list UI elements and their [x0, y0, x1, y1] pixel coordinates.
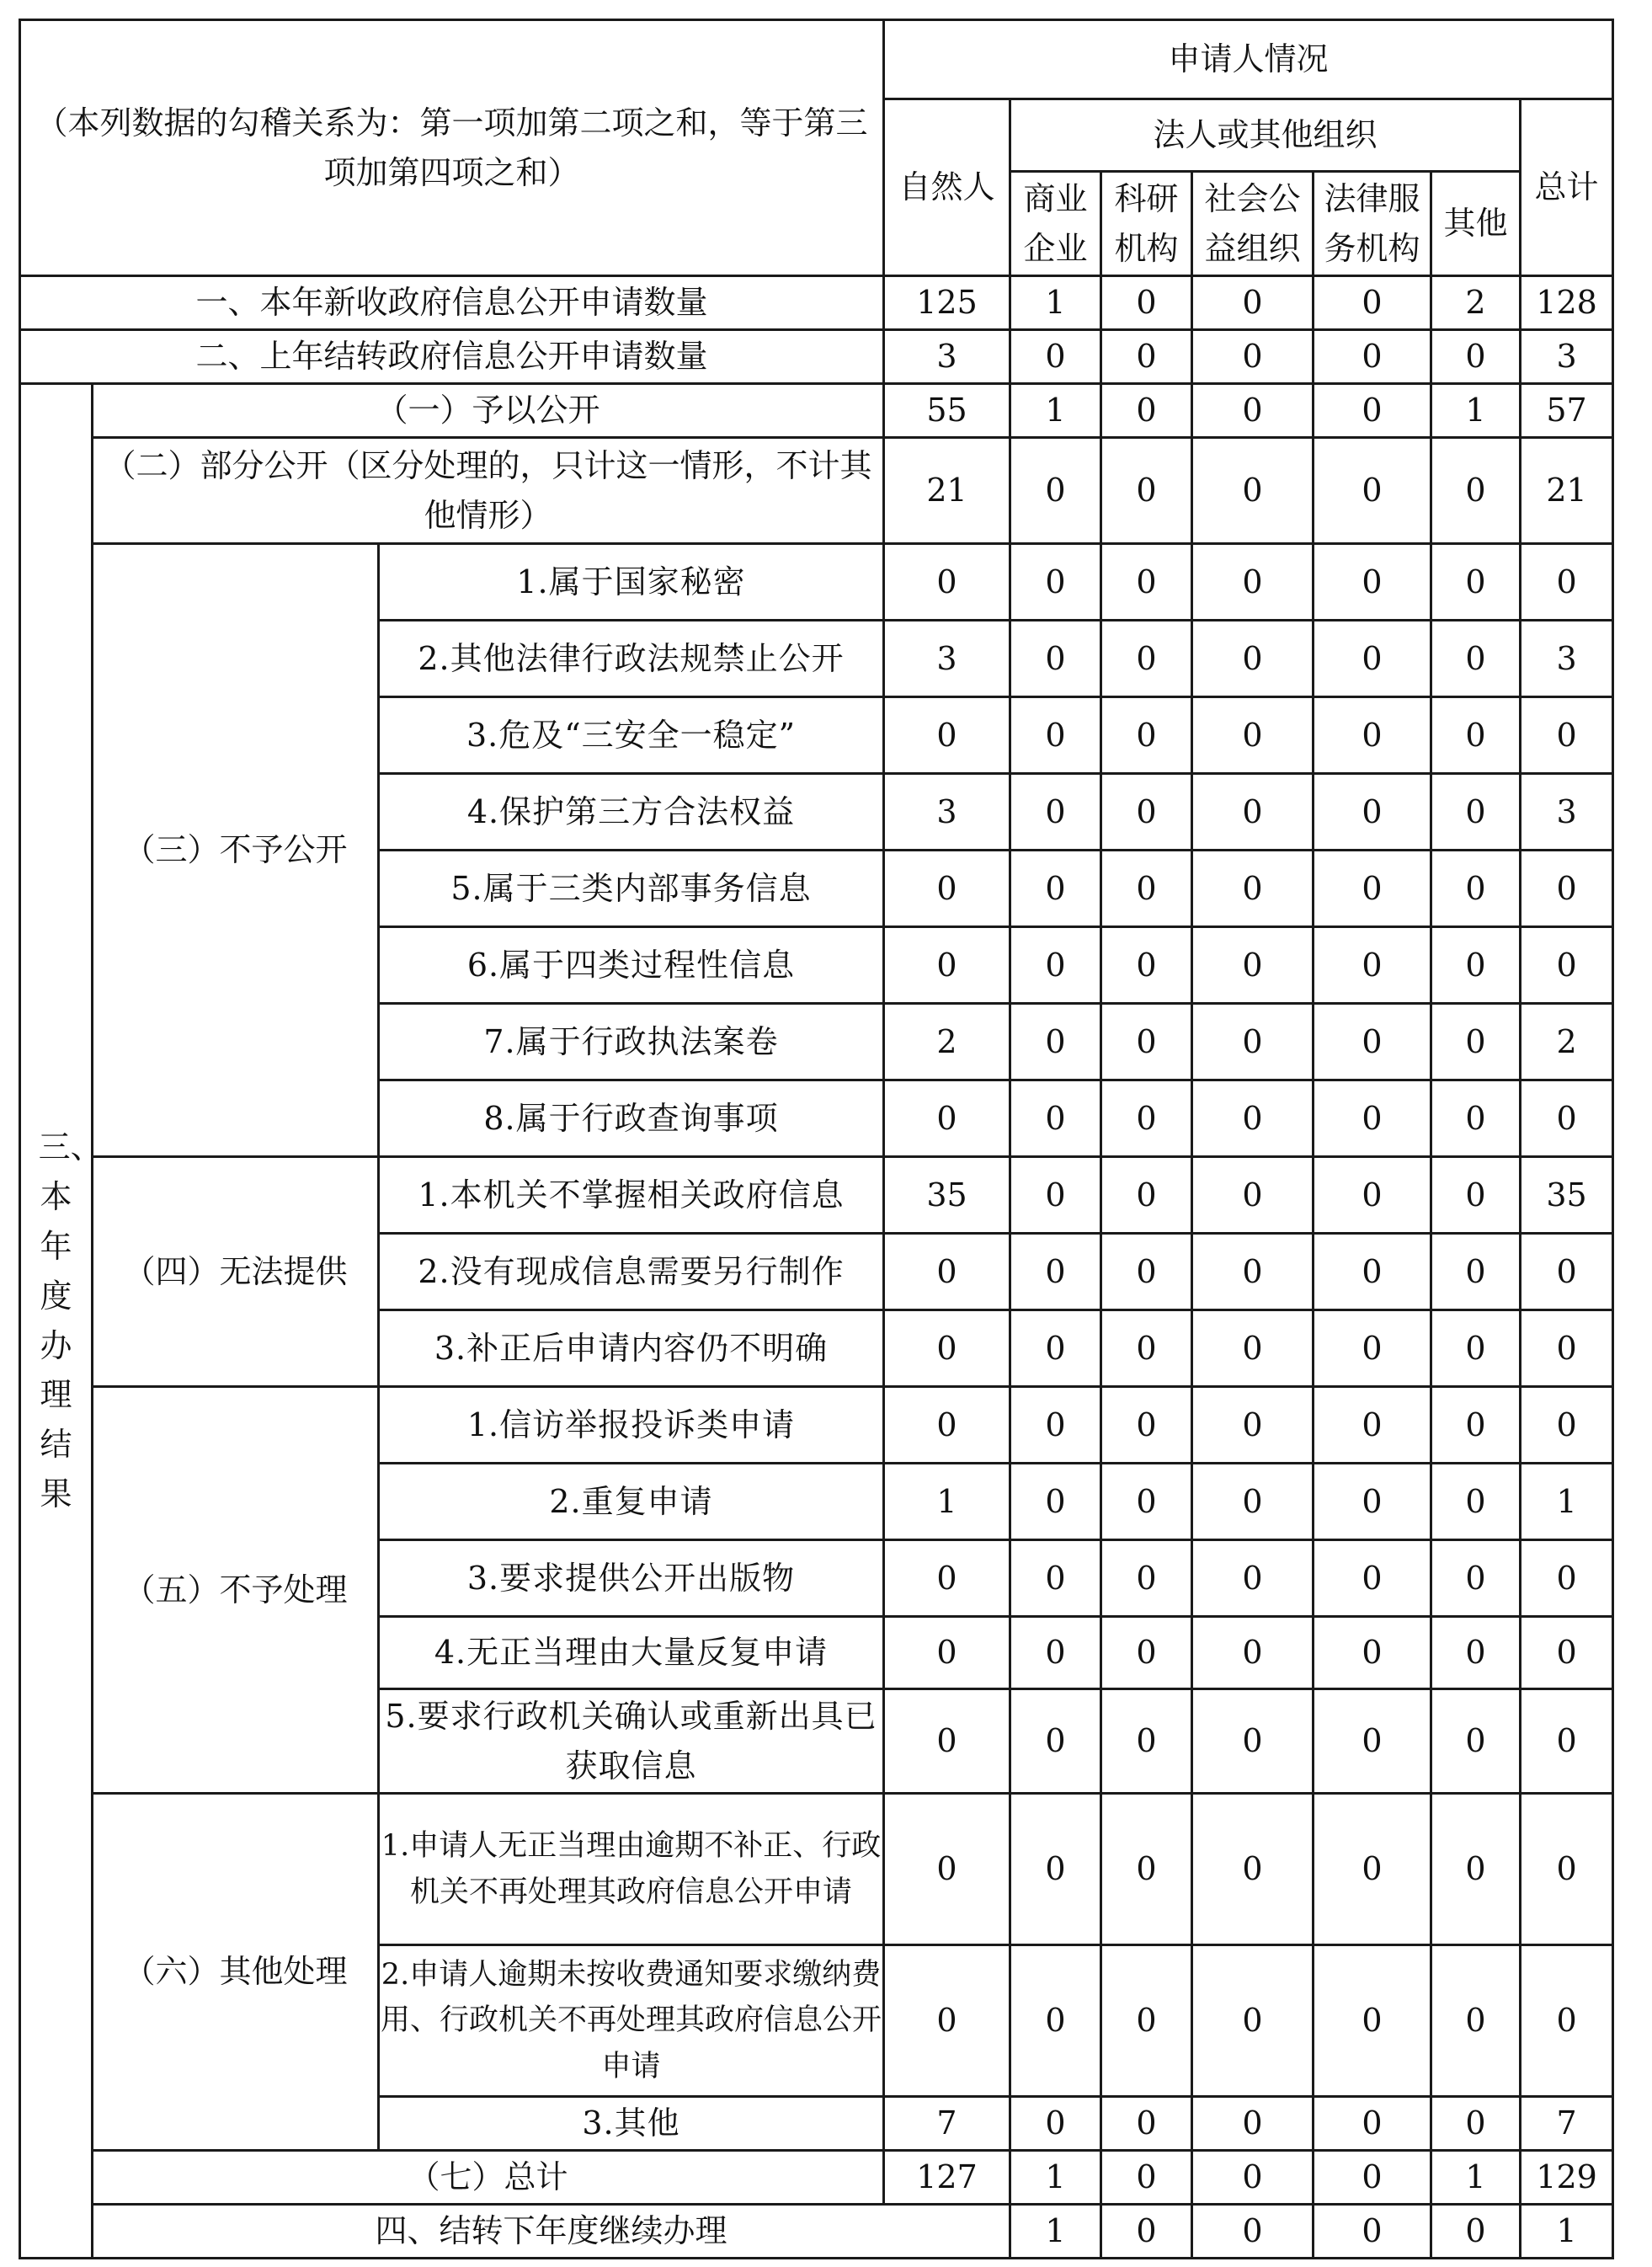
- cell: 0: [1314, 2205, 1431, 2259]
- cell: 0: [1192, 851, 1314, 927]
- cell: 0: [884, 927, 1010, 1004]
- cell: 0: [1314, 2151, 1431, 2205]
- cell: 0: [1010, 1387, 1101, 1464]
- cell: 0: [1431, 1617, 1521, 1689]
- cell: 0: [884, 1080, 1010, 1157]
- table-row: [20, 1387, 1613, 1464]
- cell: 0: [1192, 1387, 1314, 1464]
- cell: 0: [1521, 697, 1613, 774]
- cell: 0: [1101, 1945, 1192, 2097]
- cell: 0: [1010, 1617, 1101, 1689]
- cell: 0: [1101, 384, 1192, 438]
- cell: 0: [1314, 1310, 1431, 1387]
- cell: 0: [1010, 774, 1101, 851]
- cell: 0: [884, 1689, 1010, 1794]
- cell: 0: [1431, 1234, 1521, 1310]
- cell: 0: [1521, 544, 1613, 621]
- cell: 0: [1521, 851, 1613, 927]
- cell: 0: [1431, 1540, 1521, 1617]
- cell: 0: [1192, 1310, 1314, 1387]
- cell: 0: [1521, 927, 1613, 1004]
- legal-group-header: 法人或其他组织: [1010, 99, 1521, 172]
- cell: 0: [1314, 1080, 1431, 1157]
- cell: 3: [884, 621, 1010, 697]
- relation-note: （本列数据的勾稽关系为：第一项加第二项之和，等于第三项加第四项之和）: [20, 20, 884, 276]
- cell: 2: [1521, 1004, 1613, 1080]
- cell: 0: [1010, 1080, 1101, 1157]
- cell: 0: [1314, 1945, 1431, 2097]
- cell: 0: [1431, 2097, 1521, 2151]
- cell: 0: [1431, 1794, 1521, 1945]
- group-label-unable: （四）无法提供: [93, 1157, 379, 1387]
- cell: 0: [1314, 1157, 1431, 1234]
- cell: 1: [1010, 384, 1101, 438]
- cell: 0: [1314, 544, 1431, 621]
- cell: 0: [1431, 1387, 1521, 1464]
- cell: 35: [884, 1157, 1010, 1234]
- cell: 7: [1521, 2097, 1613, 2151]
- cell: 0: [1521, 1310, 1613, 1387]
- cell: 0: [1314, 1234, 1431, 1310]
- cell: 35: [1521, 1157, 1613, 1234]
- cell: 0: [1521, 1617, 1613, 1689]
- cell: 0: [884, 1234, 1010, 1310]
- item-label: 1.属于国家秘密: [379, 544, 884, 621]
- col-header-other: 其他: [1431, 172, 1521, 276]
- group-label-refuse: （三）不予公开: [93, 544, 379, 1157]
- cell: 0: [1010, 1310, 1101, 1387]
- cell: 1: [1010, 2205, 1101, 2259]
- cell: 1: [1431, 384, 1521, 438]
- cell: 0: [1314, 774, 1431, 851]
- cell: 0: [1431, 1080, 1521, 1157]
- cell: 0: [1192, 927, 1314, 1004]
- cell: 0: [1521, 1794, 1613, 1945]
- cell: 0: [1010, 621, 1101, 697]
- cell: 7: [884, 2097, 1010, 2151]
- item-label: 1.本机关不掌握相关政府信息: [379, 1157, 884, 1234]
- col-header-public-welfare: 社会公益组织: [1192, 172, 1314, 276]
- cell: 3: [1521, 774, 1613, 851]
- cell: 0: [1101, 2097, 1192, 2151]
- cell: 2: [884, 1004, 1010, 1080]
- item-label: 4.无正当理由大量反复申请: [379, 1617, 884, 1689]
- cell: 0: [1431, 851, 1521, 927]
- cell: 0: [1431, 1689, 1521, 1794]
- cell: 0: [1431, 438, 1521, 544]
- cell: 0: [1192, 1080, 1314, 1157]
- item-label: 3.其他: [379, 2097, 884, 2151]
- table-row: [20, 1794, 1613, 1945]
- cell: 0: [1192, 2097, 1314, 2151]
- cell: 0: [1431, 1464, 1521, 1540]
- table-row: [20, 438, 1613, 544]
- col-header-research: 科研机构: [1101, 172, 1192, 276]
- cell: 0: [1192, 1464, 1314, 1540]
- cell: 1: [1010, 276, 1101, 330]
- item-label: 8.属于行政查询事项: [379, 1080, 884, 1157]
- cell: 0: [1192, 1794, 1314, 1945]
- cell: 0: [1101, 1464, 1192, 1540]
- item-label: 7.属于行政执法案卷: [379, 1004, 884, 1080]
- cell: 0: [1192, 1234, 1314, 1310]
- cell: 0: [884, 1540, 1010, 1617]
- cell: 0: [1101, 1617, 1192, 1689]
- cell: 0: [1192, 276, 1314, 330]
- cell: 0: [1010, 2097, 1101, 2151]
- cell: 0: [1314, 1617, 1431, 1689]
- cell: 0: [1010, 1157, 1101, 1234]
- section-three-label: 三、本年度办理结果: [20, 384, 93, 2259]
- table-row: [20, 2151, 1613, 2205]
- cell: 0: [1101, 2151, 1192, 2205]
- cell: 0: [1101, 774, 1192, 851]
- cell: 0: [884, 1617, 1010, 1689]
- cell: 0: [1521, 1540, 1613, 1617]
- report-table-container: [19, 19, 1614, 2259]
- cell: 0: [1431, 1945, 1521, 2097]
- item-label: 1.信访举报投诉类申请: [379, 1387, 884, 1464]
- item-label: 6.属于四类过程性信息: [379, 927, 884, 1004]
- cell: 0: [1192, 1617, 1314, 1689]
- cell: 0: [1101, 1310, 1192, 1387]
- cell: 0: [1010, 1234, 1101, 1310]
- cell: 0: [1192, 330, 1314, 384]
- cell: 0: [884, 1794, 1010, 1945]
- cell: 0: [1192, 1945, 1314, 2097]
- col-header-business: 商业企业: [1010, 172, 1101, 276]
- cell: 0: [1314, 851, 1431, 927]
- cell: 125: [884, 276, 1010, 330]
- item-label: 3.危及“三安全一稳定”: [379, 697, 884, 774]
- cell: 1: [1521, 2205, 1613, 2259]
- cell: 0: [1521, 1387, 1613, 1464]
- item-label: 3.补正后申请内容仍不明确: [379, 1310, 884, 1387]
- cell: 3: [884, 330, 1010, 384]
- cell: 3: [1521, 330, 1613, 384]
- cell: 0: [1101, 851, 1192, 927]
- cell: 0: [1521, 1080, 1613, 1157]
- cell: 0: [1010, 1945, 1101, 2097]
- cell: 0: [1192, 384, 1314, 438]
- cell: 0: [1314, 1004, 1431, 1080]
- cell: 0: [1521, 1689, 1613, 1794]
- row-label: 四、结转下年度继续办理: [93, 2205, 1010, 2259]
- cell: 0: [1521, 1234, 1613, 1310]
- cell: 0: [1192, 1540, 1314, 1617]
- cell: 0: [1431, 1310, 1521, 1387]
- cell: 0: [1101, 1794, 1192, 1945]
- cell: 0: [1010, 330, 1101, 384]
- item-label: 2.其他法律行政法规禁止公开: [379, 621, 884, 697]
- cell: 1: [1521, 1464, 1613, 1540]
- cell: 0: [1010, 1794, 1101, 1945]
- item-label: 5.要求行政机关确认或重新出具已获取信息: [379, 1689, 884, 1794]
- cell: 21: [1521, 438, 1613, 544]
- cell: 0: [1431, 927, 1521, 1004]
- cell: 129: [1521, 2151, 1613, 2205]
- row-label: 一、本年新收政府信息公开申请数量: [20, 276, 884, 330]
- cell: 55: [884, 384, 1010, 438]
- cell: 0: [1314, 621, 1431, 697]
- cell: 0: [1314, 384, 1431, 438]
- cell: 0: [1192, 621, 1314, 697]
- cell: 21: [884, 438, 1010, 544]
- cell: 0: [1431, 2205, 1521, 2259]
- cell: 0: [1192, 438, 1314, 544]
- cell: 0: [1101, 330, 1192, 384]
- table-row: [20, 330, 1613, 384]
- cell: 0: [884, 697, 1010, 774]
- gov-info-disclosure-table: [19, 19, 1614, 2259]
- cell: 0: [884, 1945, 1010, 2097]
- table-row: [20, 544, 1613, 621]
- cell: 0: [1010, 1540, 1101, 1617]
- cell: 0: [1431, 544, 1521, 621]
- row-label: （七）总计: [93, 2151, 884, 2205]
- cell: 0: [1101, 1004, 1192, 1080]
- cell: 2: [1431, 276, 1521, 330]
- cell: 0: [884, 1310, 1010, 1387]
- row-label: 二、上年结转政府信息公开申请数量: [20, 330, 884, 384]
- cell: 1: [1010, 2151, 1101, 2205]
- row-label: （二）部分公开（区分处理的，只计这一情形，不计其他情形）: [93, 438, 884, 544]
- total-header: 总计: [1521, 99, 1613, 276]
- cell: 0: [1314, 697, 1431, 774]
- cell: 0: [1431, 774, 1521, 851]
- cell: 0: [1010, 1689, 1101, 1794]
- item-label: 2.申请人逾期未按收费通知要求缴纳费用、行政机关不再处理其政府信息公开申请: [379, 1945, 884, 2097]
- cell: 3: [1521, 621, 1613, 697]
- cell: 0: [1010, 851, 1101, 927]
- cell: 0: [1010, 927, 1101, 1004]
- cell: 0: [1192, 1689, 1314, 1794]
- cell: 0: [1101, 544, 1192, 621]
- cell: 0: [884, 1387, 1010, 1464]
- item-label: 2.没有现成信息需要另行制作: [379, 1234, 884, 1310]
- cell: 0: [1192, 544, 1314, 621]
- cell: 0: [1101, 276, 1192, 330]
- cell: 0: [884, 851, 1010, 927]
- cell: 0: [1101, 1540, 1192, 1617]
- cell: 0: [1521, 1945, 1613, 2097]
- group-label-not-processed: （五）不予处理: [93, 1387, 379, 1794]
- cell: 1: [884, 1464, 1010, 1540]
- cell: 0: [1101, 621, 1192, 697]
- cell: 0: [1314, 438, 1431, 544]
- cell: 1: [1431, 2151, 1521, 2205]
- cell: 57: [1521, 384, 1613, 438]
- natural-person-header: 自然人: [884, 99, 1010, 276]
- table-row: [20, 276, 1613, 330]
- cell: 0: [1010, 438, 1101, 544]
- cell: 0: [1314, 1794, 1431, 1945]
- cell: 0: [1101, 2205, 1192, 2259]
- table-row: [20, 2205, 1613, 2259]
- cell: 0: [1192, 1157, 1314, 1234]
- cell: 3: [884, 774, 1010, 851]
- cell: 0: [1192, 2151, 1314, 2205]
- item-label: 1.申请人无正当理由逾期不补正、行政机关不再处理其政府信息公开申请: [379, 1794, 884, 1945]
- cell: 0: [1010, 1464, 1101, 1540]
- cell: 127: [884, 2151, 1010, 2205]
- cell: 128: [1521, 276, 1613, 330]
- cell: 0: [1101, 1387, 1192, 1464]
- cell: 0: [1314, 330, 1431, 384]
- item-label: 2.重复申请: [379, 1464, 884, 1540]
- cell: 0: [884, 544, 1010, 621]
- item-label: 5.属于三类内部事务信息: [379, 851, 884, 927]
- cell: 0: [1431, 1157, 1521, 1234]
- col-header-legal-service: 法律服务机构: [1314, 172, 1431, 276]
- cell: 0: [1192, 1004, 1314, 1080]
- cell: 0: [1314, 1464, 1431, 1540]
- table-row: [20, 1157, 1613, 1234]
- cell: 0: [1101, 1234, 1192, 1310]
- cell: 0: [1431, 330, 1521, 384]
- item-label: 4.保护第三方合法权益: [379, 774, 884, 851]
- cell: 0: [1314, 1540, 1431, 1617]
- applicant-header: 申请人情况: [884, 20, 1613, 99]
- cell: 0: [1010, 697, 1101, 774]
- cell: 0: [1101, 438, 1192, 544]
- cell: 0: [1192, 2205, 1314, 2259]
- cell: 0: [1314, 276, 1431, 330]
- cell: 0: [1314, 2097, 1431, 2151]
- row-label: （一）予以公开: [93, 384, 884, 438]
- cell: 0: [1101, 927, 1192, 1004]
- cell: 0: [1101, 1080, 1192, 1157]
- cell: 0: [1431, 621, 1521, 697]
- cell: 0: [1192, 697, 1314, 774]
- cell: 0: [1314, 927, 1431, 1004]
- table-row: [20, 384, 1613, 438]
- cell: 0: [1010, 544, 1101, 621]
- cell: 0: [1101, 697, 1192, 774]
- cell: 0: [1101, 1689, 1192, 1794]
- cell: 0: [1192, 774, 1314, 851]
- cell: 0: [1314, 1387, 1431, 1464]
- cell: 0: [1431, 697, 1521, 774]
- cell: 0: [1314, 1689, 1431, 1794]
- item-label: 3.要求提供公开出版物: [379, 1540, 884, 1617]
- cell: 0: [1101, 1157, 1192, 1234]
- cell: 0: [1431, 1004, 1521, 1080]
- group-label-other-handling: （六）其他处理: [93, 1794, 379, 2151]
- cell: 0: [1010, 1004, 1101, 1080]
